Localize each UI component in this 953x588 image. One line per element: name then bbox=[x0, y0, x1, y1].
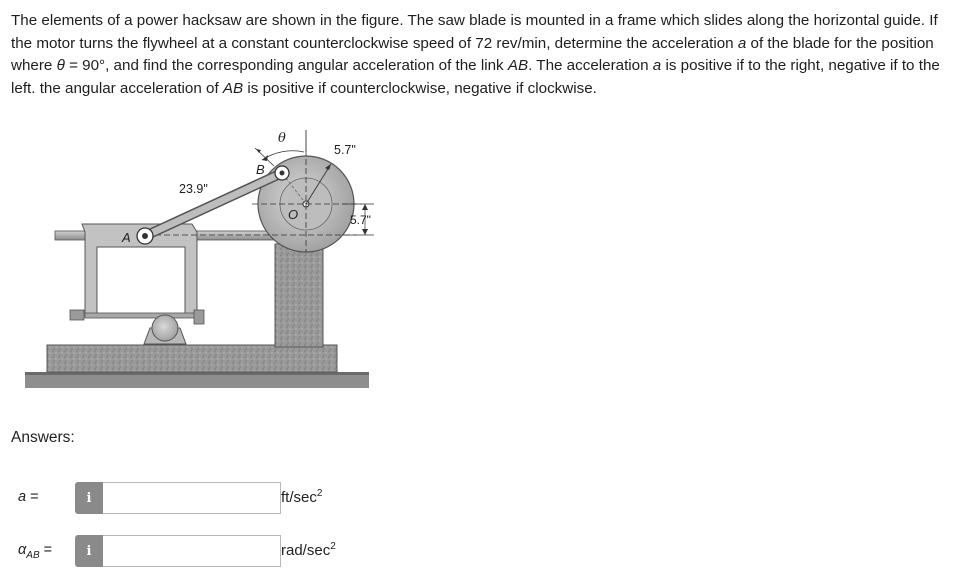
label-theta: θ bbox=[278, 131, 286, 146]
problem-statement: The elements of a power hacksaw are shown in the figure. The saw blade is mounted in a frame which slides along the horizontal guide. If the motor turns the flywheel at a constant counterclockwise speed of 72 rev/min, determine the acceleration a of the blade for the position where θ = 90°, and find the corresponding angular acceleration of the link AB. The acceleration a is positive if to the right, negative if to the left. the angular acceleration of AB is positive if counterclockwise, negative if clockwise. bbox=[11, 12, 940, 97]
info-button[interactable]: i bbox=[75, 482, 103, 514]
label-o: O bbox=[288, 207, 299, 222]
answer-input-a[interactable] bbox=[103, 482, 281, 514]
answer-label-a: a = bbox=[18, 489, 39, 505]
dim-radius: 5.7" bbox=[334, 143, 356, 157]
unit-label-a: $ft/\sec^2$ bbox=[281, 488, 323, 506]
label-a: A bbox=[122, 230, 131, 245]
answers-heading: Answers: bbox=[11, 429, 75, 446]
saw-blade bbox=[85, 313, 200, 318]
answer-input-alpha-ab[interactable] bbox=[103, 535, 281, 567]
dim-link-length: 23.9" bbox=[179, 182, 208, 196]
hacksaw-figure bbox=[22, 122, 382, 392]
column bbox=[275, 244, 323, 347]
dim-offset: 5.7" bbox=[350, 213, 371, 227]
answer-label-alpha-ab: $\alpha_{AB}$ = bbox=[18, 542, 53, 561]
workpiece bbox=[152, 315, 178, 341]
base bbox=[47, 345, 337, 372]
info-button[interactable]: i bbox=[75, 535, 103, 567]
answer-row-acceleration bbox=[0, 482, 953, 514]
unit-label-alpha-ab: rad/$\sec^2$ bbox=[281, 541, 336, 559]
answer-row-angular-acceleration bbox=[0, 535, 953, 567]
label-b: B bbox=[256, 162, 265, 177]
